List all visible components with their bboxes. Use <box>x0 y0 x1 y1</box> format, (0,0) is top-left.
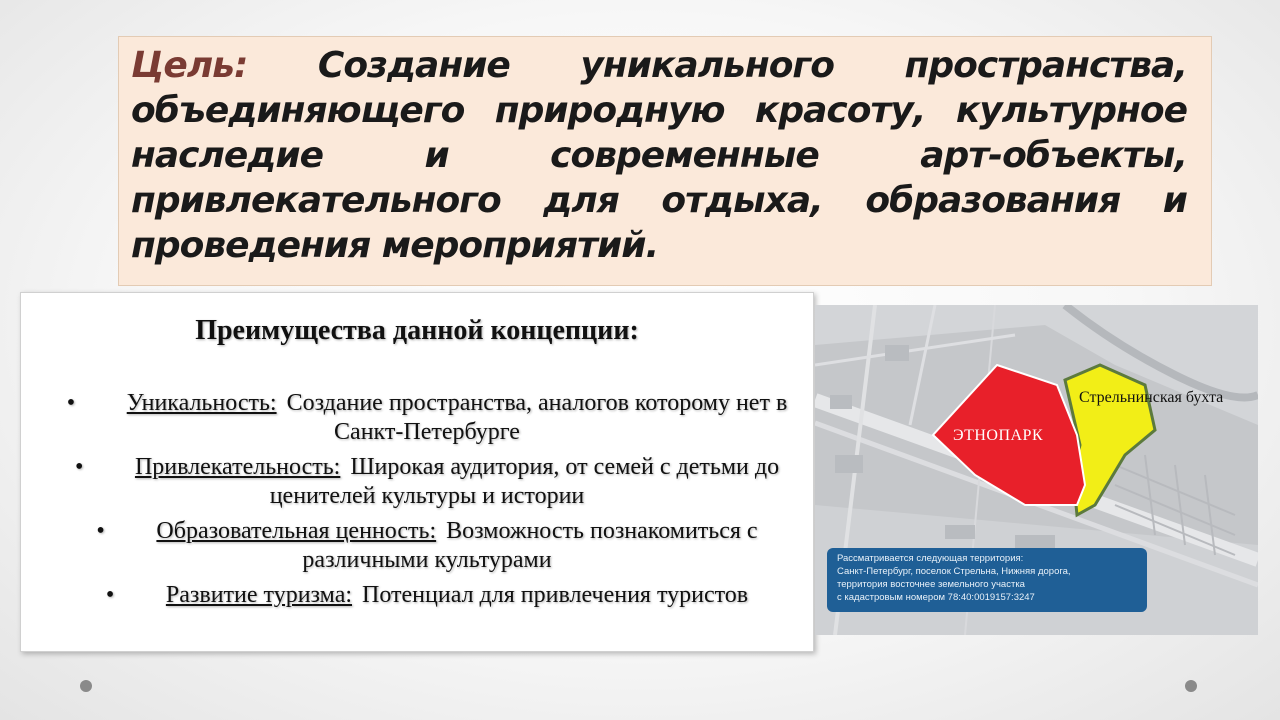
bullet-icon: • <box>66 390 76 416</box>
goal-label: Цель: <box>131 45 248 86</box>
bullet-icon: • <box>96 518 105 544</box>
advantages-list <box>61 389 793 616</box>
advantage-item-attractiveness <box>61 453 793 511</box>
advantage-term: Уникальность: <box>126 390 277 416</box>
advantages-title <box>21 315 813 347</box>
map-info-line: территория восточнее земельного участка <box>837 579 1025 590</box>
advantage-item-tourism <box>61 581 793 610</box>
goal-box <box>118 36 1212 286</box>
advantage-term: Привлекательность: <box>134 454 341 480</box>
map-info-line: Санкт-Петербург, поселок Стрельна, Нижняя дорога, <box>837 566 1071 577</box>
advantages-box <box>20 292 814 652</box>
advantage-text: Создание пространства, аналогов которому нет в Санкт-Петербурге <box>286 390 788 445</box>
map-info-line: Рассматривается следующая территория: <box>837 553 1024 564</box>
site-map <box>815 305 1258 635</box>
advantage-term: Образовательная ценность: <box>156 518 437 544</box>
advantage-term: Развитие туризма: <box>165 582 353 608</box>
advantage-text: Возможность познакомиться с различными культурами <box>302 518 758 573</box>
bullet-icon: • <box>74 454 84 480</box>
goal-text: Создание уникального пространства, объединяющего природную красоту, культурное наследие и современные арт-объекты, привлекательного для отдыха, образования и проведения мероприятий. <box>131 45 1187 266</box>
right-dot-icon <box>1185 680 1197 692</box>
advantages-title-colon: : <box>629 315 639 346</box>
left-dot-icon <box>80 680 92 692</box>
ethnopark-label: ЭТНОПАРК <box>953 427 1044 444</box>
advantage-item-uniqueness <box>61 389 793 447</box>
bay-label: Стрельнинская бухта <box>1079 389 1224 406</box>
map-info-line: с кадастровым номером 78:40:0019157:3247 <box>837 592 1035 603</box>
map-info-box <box>827 548 1147 612</box>
advantage-text: Широкая аудитория, от семей с детьми до ценителей культуры и истории <box>269 454 780 509</box>
advantage-item-education <box>61 517 793 575</box>
bullet-icon: • <box>105 582 115 608</box>
advantages-title-text: Преимущества данной концепции <box>195 315 630 346</box>
advantage-text: Потенциал для привлечения туристов <box>362 582 749 608</box>
